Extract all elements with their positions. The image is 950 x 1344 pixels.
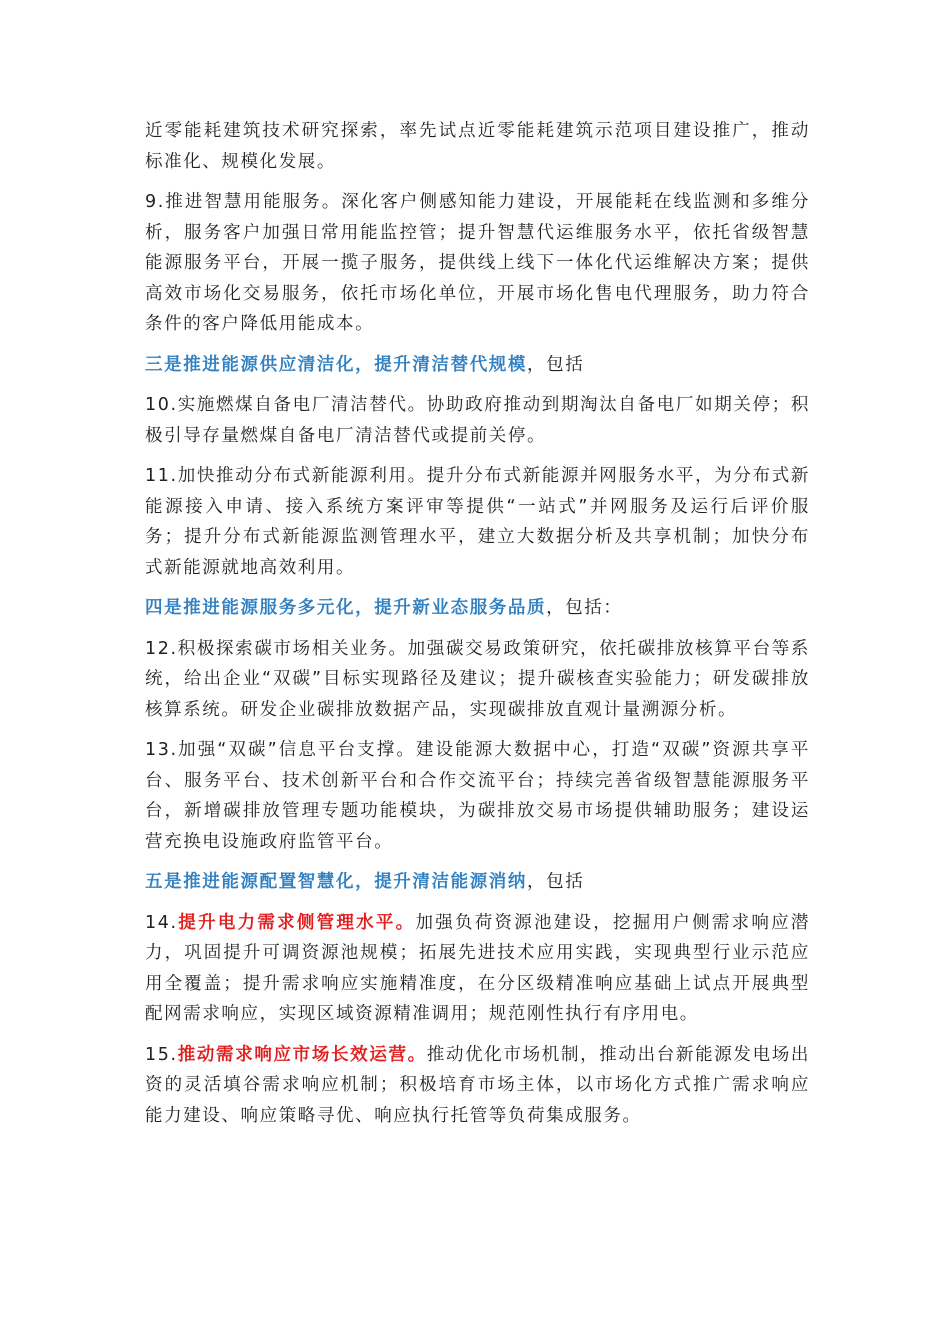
section-heading-4-suffix: ，包括： (546, 598, 623, 618)
section-heading-3 (145, 350, 810, 381)
section-heading-4 (145, 593, 810, 624)
section-heading-3-suffix: ，包括 (527, 354, 585, 375)
paragraph-14-title: 提升电力需求侧管理水平。 (177, 912, 416, 933)
section-heading-4-title: 四是推进能源服务多元化，提升新业态服务品质 (145, 598, 547, 618)
document-body (145, 116, 810, 1141)
section-heading-5 (145, 867, 810, 898)
section-heading-3-title: 三是推进能源供应清洁化，提升清洁替代规模 (145, 354, 527, 375)
paragraph-14-body: 加强负荷资源池建设，挖掘用户侧需求响应潜力，巩固提升可调资源池规模；拓展先进技术应用实践，实现典型行业示范应用全覆盖；提升需求响应实施精准度，在分区级精准响应基础上试点开展典型配网需求响应，实现区域资源精准调用；规范刚性执行有序用电。 (145, 912, 810, 1024)
paragraph-11: 11.加快推动分布式新能源利用。提升分布式新能源并网服务水平，为分布式新能源接入申请、接入系统方案评审等提供“一站式”并网服务及运行后评价服务；提升分布式新能源监测管理水平，建立大数据分析及共享机制；加快分布式新能源就地高效利用。 (145, 466, 810, 578)
paragraph-14 (145, 908, 810, 1030)
paragraph-12: 12.积极探索碳市场相关业务。加强碳交易政策研究，依托碳排放核算平台等系统，给出企业“双碳”目标实现路径及建议；提升碳核查实验能力；研发碳排放核算系统。研发企业碳排放数据产品，实现碳排放直观计量溯源分析。 (145, 638, 810, 720)
paragraph-8-continued: 近零能耗建筑技术研究探索，率先试点近零能耗建筑示范项目建设推广，推动标准化、规模化发展。 (145, 121, 810, 172)
paragraph-15-body: 推动优化市场机制，推动出台新能源发电场出资的灵活填谷需求响应机制；积极培育市场主体，以市场化方式推广需求响应能力建设、响应策略寻优、响应执行托管等负荷集成服务。 (145, 1044, 810, 1126)
paragraph-13: 13.加强“双碳”信息平台支撑。建设能源大数据中心，打造“双碳”资源共享平台、服务平台、技术创新平台和合作交流平台；持续完善省级智慧能源服务平台，新增碳排放管理专题功能模块，为碳排放交易市场提供辅助服务；建设运营充换电设施政府监管平台。 (145, 740, 810, 852)
section-heading-5-title: 五是推进能源配置智慧化，提升清洁能源消纳 (145, 872, 527, 892)
paragraph-14-number: 14. (145, 912, 178, 933)
paragraph-10: 10.实施燃煤自备电厂清洁替代。协助政府推动到期淘汰自备电厂如期关停；积极引导存量燃煤自备电厂清洁替代或提前关停。 (145, 395, 810, 446)
paragraph-9: 9.推进智慧用能服务。深化客户侧感知能力建设，开展能耗在线监测和多维分析，服务客户加强日常用能监控管；提升智慧代运维服务水平，依托省级智慧能源服务平台，开展一揽子服务，提供线上线下一体化代运维解决方案；提供高效市场化交易服务，依托市场化单位，开展市场化售电代理服务，助力符合条件的客户降低用能成本。 (145, 192, 810, 334)
section-heading-5-suffix: ，包括 (527, 872, 585, 892)
paragraph-15 (145, 1040, 810, 1132)
paragraph-15-title: 推动需求响应市场长效运营。 (177, 1044, 427, 1065)
paragraph-15-number: 15. (145, 1044, 178, 1065)
